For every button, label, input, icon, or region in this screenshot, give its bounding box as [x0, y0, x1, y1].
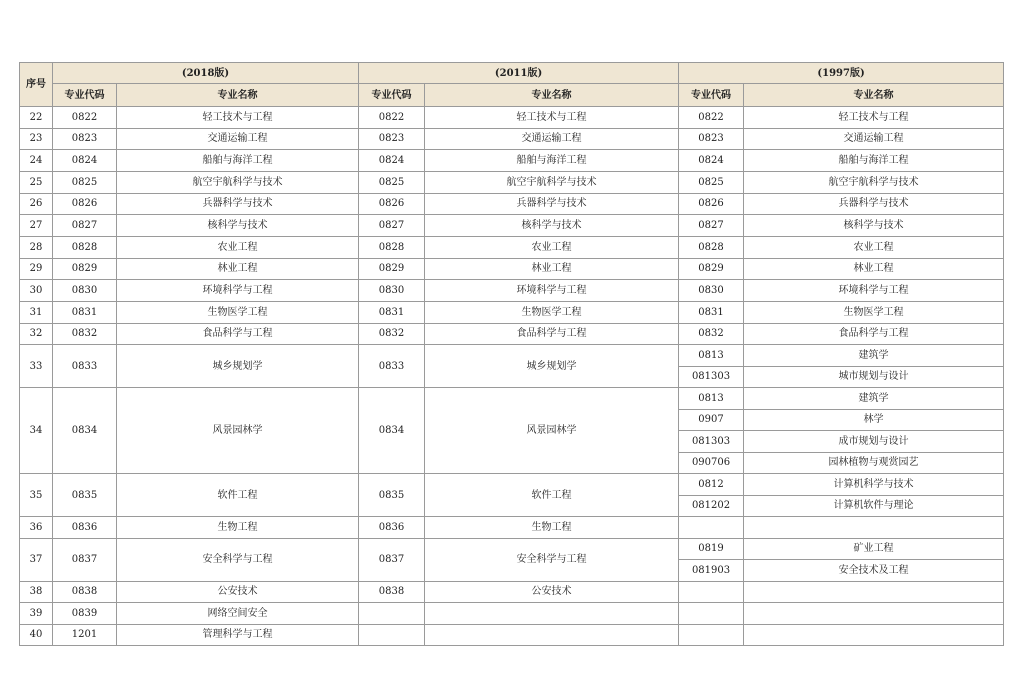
code-cell-1997: 081903	[679, 560, 744, 582]
name-cell-2018: 轻工技术与工程	[117, 107, 359, 129]
name-cell-1997-empty	[744, 517, 1004, 539]
seq-cell: 32	[20, 323, 53, 345]
name-cell-1997: 交通运输工程	[744, 128, 1004, 150]
code-cell-2018: 0827	[53, 215, 117, 237]
name-cell-1997-empty	[744, 624, 1004, 646]
code-cell-1997: 0831	[679, 301, 744, 323]
header-name-1997: 专业名称	[744, 84, 1004, 107]
table-row	[20, 581, 1004, 603]
major-catalog-table	[19, 62, 1003, 654]
table-row	[20, 236, 1004, 258]
name-cell-1997: 林业工程	[744, 258, 1004, 280]
name-cell-2018: 船舶与海洋工程	[117, 150, 359, 172]
code-cell-2018: 0829	[53, 258, 117, 280]
code-cell-1997: 0830	[679, 280, 744, 302]
name-cell-2018: 食品科学与工程	[117, 323, 359, 345]
code-cell-2011: 0830	[359, 280, 425, 302]
code-cell-2018: 0825	[53, 171, 117, 193]
table-row	[20, 517, 1004, 539]
code-cell-2018: 0824	[53, 150, 117, 172]
name-cell-1997: 成市规划与设计	[744, 431, 1004, 453]
name-cell-1997: 船舶与海洋工程	[744, 150, 1004, 172]
code-cell-1997: 0812	[679, 474, 744, 496]
table-row	[20, 388, 1004, 410]
name-cell-2011: 软件工程	[425, 474, 679, 517]
name-cell-2018: 核科学与技术	[117, 215, 359, 237]
name-cell-1997-empty	[744, 603, 1004, 625]
name-cell-2011: 轻工技术与工程	[425, 107, 679, 129]
code-cell-1997: 0813	[679, 388, 744, 410]
code-cell-2011: 0826	[359, 193, 425, 215]
name-cell-2011: 生物工程	[425, 517, 679, 539]
name-cell-1997: 环境科学与工程	[744, 280, 1004, 302]
name-cell-2011: 公安技术	[425, 581, 679, 603]
table	[19, 62, 1004, 646]
header-seq: 序号	[20, 63, 53, 107]
code-cell-2018: 0838	[53, 581, 117, 603]
name-cell-2011: 风景园林学	[425, 388, 679, 474]
seq-cell: 23	[20, 128, 53, 150]
seq-cell: 38	[20, 581, 53, 603]
code-cell-1997-empty	[679, 603, 744, 625]
code-cell-2011-empty	[359, 603, 425, 625]
name-cell-2018: 兵器科学与技术	[117, 193, 359, 215]
seq-cell: 26	[20, 193, 53, 215]
header-code-1997: 专业代码	[679, 84, 744, 107]
code-cell-1997: 0822	[679, 107, 744, 129]
table-row	[20, 345, 1004, 367]
code-cell-1997: 0907	[679, 409, 744, 431]
seq-cell: 34	[20, 388, 53, 474]
code-cell-2011: 0827	[359, 215, 425, 237]
name-cell-1997: 核科学与技术	[744, 215, 1004, 237]
table-row	[20, 624, 1004, 646]
table-row	[20, 150, 1004, 172]
name-cell-1997: 建筑学	[744, 388, 1004, 410]
name-cell-2011-empty	[425, 603, 679, 625]
code-cell-1997-empty	[679, 581, 744, 603]
code-cell-2018: 0826	[53, 193, 117, 215]
table-row	[20, 301, 1004, 323]
code-cell-1997: 081202	[679, 495, 744, 517]
code-cell-1997: 0824	[679, 150, 744, 172]
code-cell-2011-empty	[359, 624, 425, 646]
code-cell-2011: 0836	[359, 517, 425, 539]
name-cell-2018: 生物工程	[117, 517, 359, 539]
name-cell-2011: 生物医学工程	[425, 301, 679, 323]
name-cell-2011: 核科学与技术	[425, 215, 679, 237]
table-row	[20, 171, 1004, 193]
code-cell-2011: 0828	[359, 236, 425, 258]
name-cell-1997-empty	[744, 581, 1004, 603]
code-cell-2011: 0833	[359, 345, 425, 388]
code-cell-2018: 0823	[53, 128, 117, 150]
header-code-2011: 专业代码	[359, 84, 425, 107]
name-cell-1997: 建筑学	[744, 345, 1004, 367]
table-row	[20, 128, 1004, 150]
code-cell-2018: 0831	[53, 301, 117, 323]
name-cell-2011: 环境科学与工程	[425, 280, 679, 302]
name-cell-1997: 计算机软件与理论	[744, 495, 1004, 517]
name-cell-2011: 安全科学与工程	[425, 538, 679, 581]
seq-cell: 40	[20, 624, 53, 646]
code-cell-2018: 0832	[53, 323, 117, 345]
name-cell-2018: 公安技术	[117, 581, 359, 603]
code-cell-1997: 081303	[679, 431, 744, 453]
name-cell-2011: 食品科学与工程	[425, 323, 679, 345]
code-cell-2011: 0838	[359, 581, 425, 603]
table-row	[20, 215, 1004, 237]
name-cell-1997: 城市规划与设计	[744, 366, 1004, 388]
code-cell-1997: 0827	[679, 215, 744, 237]
code-cell-2011: 0834	[359, 388, 425, 474]
name-cell-2018: 安全科学与工程	[117, 538, 359, 581]
table-row	[20, 280, 1004, 302]
code-cell-1997: 0829	[679, 258, 744, 280]
seq-cell: 37	[20, 538, 53, 581]
table-row	[20, 603, 1004, 625]
code-cell-1997: 0826	[679, 193, 744, 215]
code-cell-2018: 0833	[53, 345, 117, 388]
code-cell-2011: 0825	[359, 171, 425, 193]
seq-cell: 39	[20, 603, 53, 625]
seq-cell: 35	[20, 474, 53, 517]
code-cell-2011: 0835	[359, 474, 425, 517]
code-cell-1997: 0828	[679, 236, 744, 258]
name-cell-1997: 林学	[744, 409, 1004, 431]
header-code-2018: 专业代码	[53, 84, 117, 107]
name-cell-1997: 轻工技术与工程	[744, 107, 1004, 129]
name-cell-2018: 城乡规划学	[117, 345, 359, 388]
name-cell-2018: 林业工程	[117, 258, 359, 280]
seq-cell: 31	[20, 301, 53, 323]
name-cell-2011: 兵器科学与技术	[425, 193, 679, 215]
code-cell-1997: 0813	[679, 345, 744, 367]
seq-cell: 27	[20, 215, 53, 237]
name-cell-2018: 航空宇航科学与技术	[117, 171, 359, 193]
table-row	[20, 474, 1004, 496]
code-cell-2011: 0837	[359, 538, 425, 581]
seq-cell: 25	[20, 171, 53, 193]
header-2011-version: (2011版)	[359, 63, 679, 84]
header-name-2018: 专业名称	[117, 84, 359, 107]
name-cell-1997: 生物医学工程	[744, 301, 1004, 323]
name-cell-2018: 软件工程	[117, 474, 359, 517]
name-cell-1997: 园林植物与观赏园艺	[744, 452, 1004, 474]
table-row	[20, 323, 1004, 345]
table-row	[20, 258, 1004, 280]
name-cell-1997: 农业工程	[744, 236, 1004, 258]
name-cell-2011: 船舶与海洋工程	[425, 150, 679, 172]
name-cell-1997: 兵器科学与技术	[744, 193, 1004, 215]
name-cell-2011: 航空宇航科学与技术	[425, 171, 679, 193]
name-cell-2018: 网络空间安全	[117, 603, 359, 625]
code-cell-2011: 0832	[359, 323, 425, 345]
seq-cell: 30	[20, 280, 53, 302]
name-cell-2018: 农业工程	[117, 236, 359, 258]
name-cell-2018: 环境科学与工程	[117, 280, 359, 302]
code-cell-1997: 0819	[679, 538, 744, 560]
code-cell-2018: 0836	[53, 517, 117, 539]
seq-cell: 29	[20, 258, 53, 280]
seq-cell: 24	[20, 150, 53, 172]
header-2018-version: (2018版)	[53, 63, 359, 84]
code-cell-1997: 090706	[679, 452, 744, 474]
code-cell-2011: 0823	[359, 128, 425, 150]
name-cell-2011: 农业工程	[425, 236, 679, 258]
code-cell-1997: 081303	[679, 366, 744, 388]
name-cell-2011: 林业工程	[425, 258, 679, 280]
code-cell-2018: 0835	[53, 474, 117, 517]
code-cell-1997-empty	[679, 624, 744, 646]
seq-cell: 22	[20, 107, 53, 129]
code-cell-2018: 0828	[53, 236, 117, 258]
code-cell-2018: 0837	[53, 538, 117, 581]
code-cell-1997-empty	[679, 517, 744, 539]
seq-cell: 33	[20, 345, 53, 388]
code-cell-2018: 0834	[53, 388, 117, 474]
name-cell-2011: 交通运输工程	[425, 128, 679, 150]
code-cell-2011: 0822	[359, 107, 425, 129]
seq-cell: 28	[20, 236, 53, 258]
name-cell-1997: 安全技术及工程	[744, 560, 1004, 582]
name-cell-2011: 城乡规划学	[425, 345, 679, 388]
name-cell-2018: 生物医学工程	[117, 301, 359, 323]
code-cell-2011: 0829	[359, 258, 425, 280]
name-cell-2011-empty	[425, 624, 679, 646]
name-cell-1997: 航空宇航科学与技术	[744, 171, 1004, 193]
header-name-2011: 专业名称	[425, 84, 679, 107]
header-1997-version: (1997版)	[679, 63, 1004, 84]
code-cell-1997: 0825	[679, 171, 744, 193]
name-cell-2018: 管理科学与工程	[117, 624, 359, 646]
table-row	[20, 538, 1004, 560]
code-cell-2018: 0822	[53, 107, 117, 129]
name-cell-2018: 交通运输工程	[117, 128, 359, 150]
code-cell-2018: 0830	[53, 280, 117, 302]
name-cell-1997: 食品科学与工程	[744, 323, 1004, 345]
code-cell-1997: 0823	[679, 128, 744, 150]
name-cell-1997: 矿业工程	[744, 538, 1004, 560]
code-cell-2011: 0831	[359, 301, 425, 323]
table-row	[20, 107, 1004, 129]
code-cell-1997: 0832	[679, 323, 744, 345]
code-cell-2018: 0839	[53, 603, 117, 625]
name-cell-2018: 风景园林学	[117, 388, 359, 474]
code-cell-2011: 0824	[359, 150, 425, 172]
code-cell-2018: 1201	[53, 624, 117, 646]
table-row	[20, 193, 1004, 215]
name-cell-1997: 计算机科学与技术	[744, 474, 1004, 496]
seq-cell: 36	[20, 517, 53, 539]
